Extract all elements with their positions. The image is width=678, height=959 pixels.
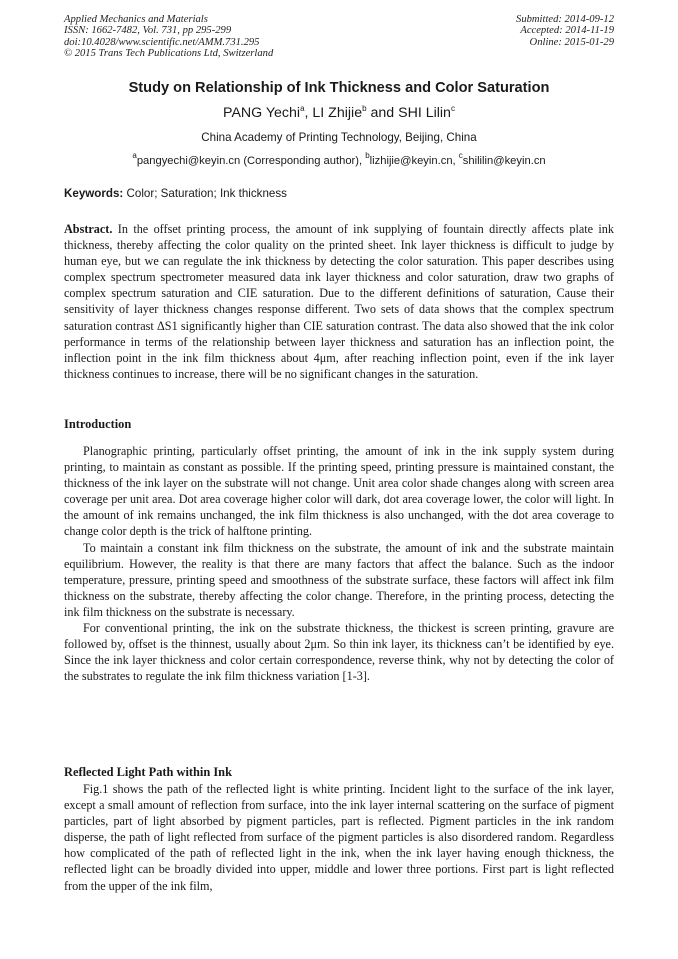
author-sup: c: [450, 104, 455, 113]
introduction-body: [64, 443, 614, 684]
abstract-label: Abstract.: [64, 222, 113, 236]
author-sup: b: [362, 104, 367, 113]
author-sup: a: [300, 104, 305, 113]
online-date: Online: 2015-01-29: [529, 36, 614, 48]
author-separator: ,: [304, 105, 313, 121]
doi-line: doi:10.4028/www.scientific.net/AMM.731.295: [64, 36, 260, 48]
email-sup: b: [365, 151, 370, 160]
author-name: LI Zhijie: [312, 105, 363, 121]
email-sup: c: [458, 151, 463, 160]
keywords-text: Color; Saturation; Ink thickness: [123, 187, 287, 200]
accepted-date: Accepted: 2014-11-19: [520, 25, 614, 37]
author-emails: [0, 151, 678, 167]
paragraph: To maintain a constant ink film thickness on the substrate, the amount of ink and the substrate maintain equilibrium. However, the reality is that there are many factors that affect the balance. Such as the indoor temperature, pressure, printing speed and smoothness of the substrate surface, these factors will affect ink film thickness on the substrate, thereby affecting the color change. Therefore, in the printing process, detecting the ink film thickness on the substrate is necessary.: [64, 540, 614, 619]
paragraph: Fig.1 shows the path of the reflected light is white printing. Incident light to the surface of the ink layer, except a small amount of reflection from surface, into the ink layer internal scattering on the surface of pigment particles, part of light absorbed by pigment particles, part is reflected. Pigment particles in the ink random disperse, the path of light reflected from surface of the pigment particles is also disordered random. Regardless how complicated of the path of reflected light in the ink, when the ink layer having enough thickness, the reflected light can be broadly divided into upper, middle and lower three portions. First part is light reflected from the upper of the ink film,: [64, 782, 614, 893]
email-text: shililin@keyin.cn: [462, 155, 546, 167]
email-text: lizhijie@keyin.cn,: [369, 155, 459, 167]
submitted-date: Submitted: 2014-09-12: [516, 14, 614, 25]
journal-name: Applied Mechanics and Materials: [64, 14, 208, 25]
paper-title: Study on Relationship of Ink Thickness and Color Saturation: [128, 80, 550, 96]
paragraph: For conventional printing, the ink on the substrate thickness, the thickest is screen printing, gravure are followed by, offset is the thinnest, usually about 2μm. So thin ink layer, its thickness can’t be identified by eye. Since the ink layer thickness and color certain correspondence, reverse think, why not by detecting the color of the substrates to regulate the ink film thickness variation [1-3].: [64, 621, 614, 684]
section-heading-reflected-light: Reflected Light Path within Ink: [64, 765, 232, 779]
author-name: SHI Lilin: [398, 105, 451, 121]
section-heading-introduction: Introduction: [64, 417, 132, 431]
author-list: [0, 104, 678, 121]
journal-header-right: [516, 14, 614, 48]
email-sup: a: [132, 151, 137, 160]
reflected-light-body: [64, 781, 614, 894]
author-name: PANG Yechi: [223, 105, 301, 121]
copyright-line: © 2015 Trans Tech Publications Ltd, Switzerland: [64, 48, 274, 60]
issn-line: ISSN: 1662-7482, Vol. 731, pp 295-299: [64, 25, 232, 37]
email-text: pangyechi@keyin.cn (Corresponding author),: [136, 155, 366, 167]
keywords-label: Keywords:: [64, 187, 124, 200]
abstract: [64, 221, 614, 382]
paragraph: Planographic printing, particularly offset printing, the amount of ink in the ink supply system during printing, to maintain as constant as possible. If the printing speed, printing pressure is maintained constant, the thickness of the ink layer on the substrate will not change. Unit area color shade changes along with screen area coverage per unit area. Dot area coverage higher color will dark, dot area coverage lower, the color will light. In the amount of ink remains unchanged, the ink film thickness is also unchanged, with the dot area coverage to change color depth is the trick of halftone printing.: [64, 444, 614, 539]
keywords: [64, 187, 614, 200]
author-and: and: [366, 105, 399, 121]
abstract-text: In the offset printing process, the amount of ink supplying of fountain directly affects plate ink thickness, thereby affecting the color quality on the printed sheet. Ink layer thickness is difficult to judge by human eye, but we can regulate the ink thickness by detecting the color saturation. This paper describes using complex spectrum spectrometer measured data ink layer thickness and color saturation, draw two graphs of complex spectrum saturation and CIE saturation. Due to the different definitions of saturation, Cause their sensitivity of layer thickness changes response different. Two sets of data shows that the complex spectrum saturation contrast ΔS1 significantly higher than CIE saturation contrast. The data also showed that the ink color performance in terms of the relationship between layer thickness and saturation has an inflection point, the inflection point in the ink film thickness about 4μm, after reaching inflection point, even if the ink layer thickness continues to increase, there will be no significant changes in the saturation.: [64, 222, 614, 381]
affiliation: China Academy of Printing Technology, Beijing, China: [201, 131, 477, 144]
journal-header-left: [64, 14, 273, 60]
